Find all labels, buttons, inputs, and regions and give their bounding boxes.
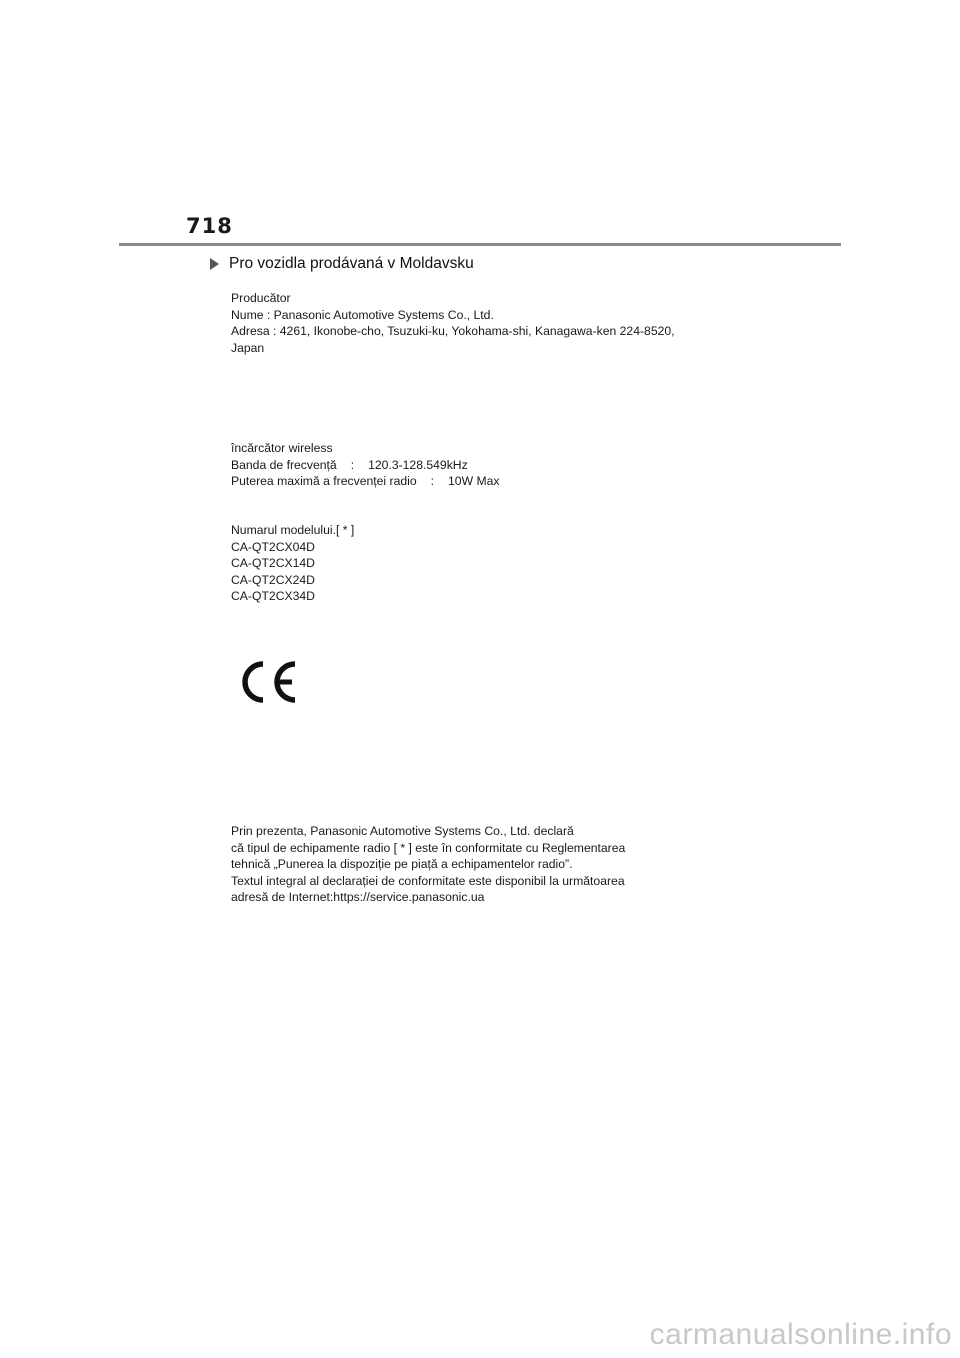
charger-block: [231, 440, 500, 490]
max-power-label: Puterea maximă a frecvenței radio: [231, 474, 417, 488]
manufacturer-country: Japan: [231, 340, 265, 355]
manufacturer-name: Nume : Panasonic Automotive Systems Co., Ltd.: [231, 307, 494, 322]
declaration-line: adresă de Internet:https://service.panasonic.ua: [231, 890, 485, 904]
declaration-line: că tipul de echipamente radio [ * ] este în conformitate cu Reglementarea: [231, 840, 626, 855]
manufacturer-block: [231, 290, 675, 356]
model-number: CA-QT2CX14D: [231, 556, 315, 570]
declaration-line: tehnică „Punerea la dispoziție pe piață a echipamentelor radio”.: [231, 857, 573, 871]
charger-title: încărcător wireless: [231, 441, 333, 455]
section-heading: [210, 255, 474, 273]
declaration-block: [231, 823, 625, 906]
max-power-value: 10W Max: [448, 474, 500, 488]
model-number: CA-QT2CX04D: [231, 539, 315, 554]
models-title: Numarul modelului.[ * ]: [231, 523, 355, 537]
model-number: CA-QT2CX34D: [231, 589, 315, 603]
triangle-bullet-icon: [210, 258, 219, 270]
frequency-band-separator: :: [350, 457, 355, 472]
max-power-row: [231, 473, 500, 490]
max-power-separator: :: [430, 474, 435, 488]
frequency-band-row: [231, 457, 500, 474]
declaration-line: Prin prezenta, Panasonic Automotive Systems Co., Ltd. declară: [231, 824, 574, 838]
ce-mark-icon: [237, 660, 299, 704]
site-watermark: carmanualsonline.info: [649, 1318, 952, 1351]
model-number: CA-QT2CX24D: [231, 572, 315, 587]
manufacturer-label: Producător: [231, 291, 291, 305]
section-heading-text: Pro vozidla prodávaná v Moldavsku: [229, 255, 474, 272]
frequency-band-value: 120.3-128.549kHz: [368, 457, 468, 472]
manufacturer-address: Adresa : 4261, Ikonobe-cho, Tsuzuki-ku, Yokohama-shi, Kanagawa-ken 224-8520,: [231, 324, 675, 338]
declaration-line: Textul integral al declarației de conformitate este disponibil la următoarea: [231, 873, 625, 888]
header-divider: [119, 243, 841, 246]
page-number: 718: [186, 214, 233, 238]
frequency-band-label: Banda de frecvență: [231, 457, 337, 472]
models-block: [231, 522, 354, 605]
